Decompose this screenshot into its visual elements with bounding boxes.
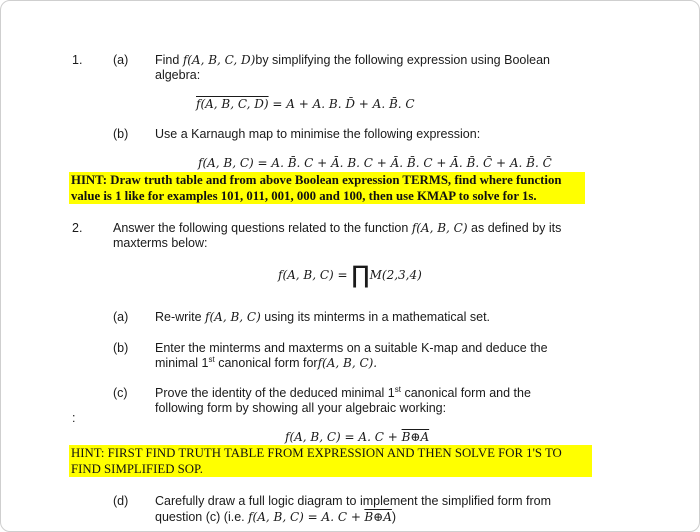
- q1-hint-line1: HINT: Draw truth table and from above Boolean expression TERMS, find where function: [71, 173, 562, 187]
- q1a-func: f(A, B, C, D): [182, 53, 256, 67]
- q2d-label: (d): [113, 494, 129, 508]
- q2d-text-line1: Carefully draw a full logic diagram to implement the simplified form from: [155, 494, 551, 508]
- q2-number: 2.: [72, 221, 83, 235]
- product-symbol: ∏: [351, 261, 370, 289]
- stray-colon: :: [72, 411, 76, 425]
- q2b-text-line2: minimal 1st canonical form forf(A, B, C).: [155, 355, 378, 370]
- q1a-label: (a): [113, 53, 129, 67]
- q2-hint: [69, 445, 592, 477]
- q1a-text-line2: algebra:: [155, 68, 201, 82]
- q2b-text-line1: Enter the minterms and maxterms on a suitable K-map and deduce the: [155, 341, 548, 355]
- q2c-text-line1: Prove the identity of the deduced minimal 1st canonical form and the: [155, 385, 531, 400]
- q1a-text-line1: Find f(A, B, C, D)by simplifying the following expression using Boolean: [155, 53, 550, 67]
- q2-hint-line2: FIND SIMPLIFIED SOP.: [71, 462, 203, 476]
- q2d-text-line2: question (c) (i.e. f(A, B, C) = A. C + B⊕A): [155, 510, 397, 524]
- q2-maxterm-equation: f(A, B, C) = ∏M(2,3,4): [278, 261, 422, 289]
- q2a-text: Re-write f(A, B, C) using its minterms in a mathematical set.: [155, 310, 491, 324]
- q1-hint-line2: value is 1 like for examples 101, 011, 001, 000 and 100, then use KMAP to solve for 1s.: [71, 189, 537, 203]
- q1-number: 1.: [72, 53, 83, 67]
- q2a-label: (a): [113, 310, 129, 324]
- q2-intro-line1: Answer the following questions related to the function f(A, B, C) as defined by its: [113, 221, 562, 235]
- q1a-equation: f(A, B, C, D) = A + A. B. D̄ + A. B̄. C: [196, 97, 415, 111]
- q2c-text-line2: following form by showing all your algebraic working:: [155, 401, 447, 415]
- q2-intro-line2: maxterms below:: [113, 236, 208, 250]
- q1-hint: [69, 172, 585, 204]
- q1b-text: Use a Karnaugh map to minimise the following expression:: [155, 127, 481, 141]
- q2c-label: (c): [113, 386, 128, 400]
- q2-hint-line1: HINT: FIRST FIND TRUTH TABLE FROM EXPRESSION AND THEN SOLVE FOR 1'S TO: [71, 446, 562, 460]
- q2c-identity-equation: f(A, B, C) = A. C + B⊕A: [285, 430, 430, 444]
- q2b-label: (b): [113, 341, 129, 355]
- q1b-equation: f(A, B, C) = A. B̄. C + Ā. B. C + Ā. B̄. C + Ā. B̄. C̄ + A. B̄. C̄: [198, 156, 552, 170]
- q1b-label: (b): [113, 127, 129, 141]
